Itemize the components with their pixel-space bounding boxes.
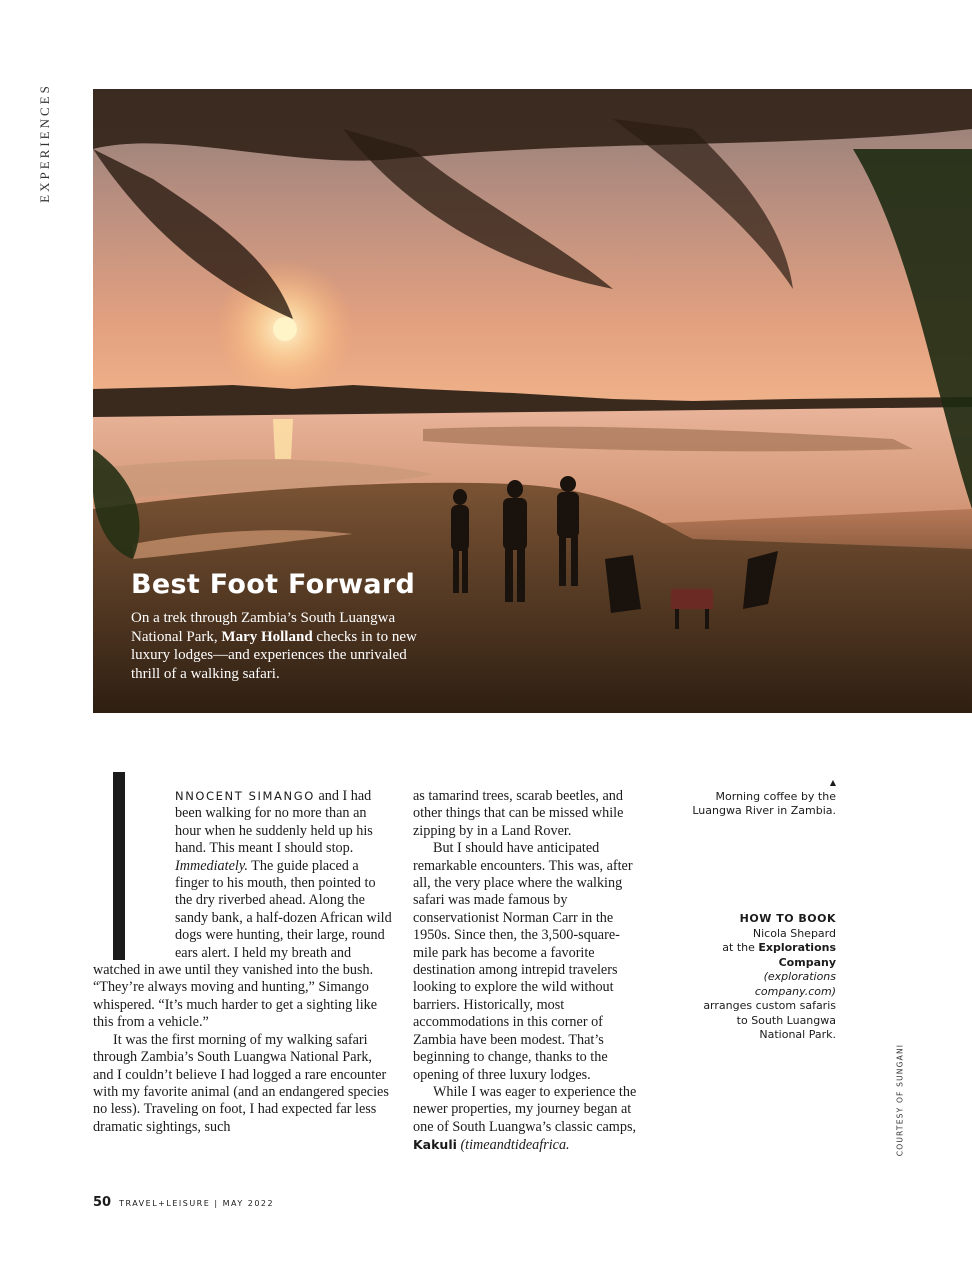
author-name: Mary Holland	[221, 628, 313, 645]
article-headline: Best Foot Forward	[131, 569, 416, 600]
lodge-url: (timeandtideafrica.	[456, 1137, 570, 1154]
hero-photo	[93, 89, 972, 713]
paragraph-3: as tamarind trees, scarab beetles, and other things that can be missed while zipping by in a Land Rover.	[413, 788, 624, 839]
paragraph-4: But I should have anticipated remarkable encounters. This was, after all, the very place where the walking safari was made famous by conservationist Norman Carr in the 1950s. Since then, the 3,500-square-mile park has become a favorite destination among intrepid travelers looking to explore the wild without barriers. Historically, most accommodations in this corner of Zambia have been modest. That’s beginning to change, thanks to the opening of three luxury lodges.	[413, 840, 633, 1083]
lodge-name: Kakuli	[413, 1137, 457, 1153]
body-column-2	[413, 788, 645, 1155]
article-deck	[131, 609, 431, 683]
company-name: Explorations Company	[758, 941, 836, 969]
agent-name: Nicola Shepard	[752, 926, 836, 940]
paragraph-5-text: While I was eager to experience the newer properties, my journey began at one of South Luangwa’s classic camps,	[413, 1083, 637, 1135]
how-to-book-text: arranges custom safaris to South Luangwa National Park.	[703, 999, 836, 1041]
drop-cap-letter	[113, 772, 125, 960]
page-footer	[93, 1191, 274, 1210]
emphasis-immediately: Immediately.	[175, 857, 248, 874]
paragraph-1-end: The guide placed a finger to his mouth, then pointed to the dry riverbed ahead. Along the sandy bank, a half-dozen African wild dogs were hunting, their large, round ears alert. I held my breath and watched in awe until they vanished into the bush. “They’re always moving and hunting,” Simango whispered. “It’s much harder to get a sighting like this from a vehicle.”	[93, 857, 392, 1031]
paragraph-2: It was the first morning of my walking safari through Zambia’s South Luangwa National Park, and I couldn’t believe I had logged a rare encounter with my favorite animal (and an endangered species no less). Traveling on foot, I had expected far less dramatic sightings, such	[93, 1031, 389, 1135]
photo-credit-text: COURTESY OF SUNGANI	[895, 1043, 905, 1157]
company-url: (explorations company.com)	[754, 970, 836, 998]
deck-text-start: On a trek through Zambia’s South Luangwa National Park,	[131, 610, 396, 645]
section-label-text: EXPERIENCES	[37, 83, 52, 203]
agent-company-line	[690, 941, 836, 970]
how-to-book-box	[690, 912, 836, 1043]
magazine-issue: TRAVEL+LEISURE | MAY 2022	[119, 1199, 275, 1208]
body-column-1	[93, 788, 393, 1136]
lead-in-caps: NNOCENT SIMANGO	[175, 789, 315, 803]
drop-cap	[93, 772, 175, 960]
caption-text: Morning coffee by the Luangwa River in Zambia.	[692, 790, 836, 817]
photo-credit	[892, 1043, 908, 1157]
caption-arrow-icon: ▲	[829, 778, 836, 787]
section-label	[36, 83, 54, 203]
at-text: at the	[722, 941, 759, 954]
paragraph-1-text: and I had been walking for no more than an hour when he suddenly held up his hand. This meant I should stop.	[175, 788, 373, 857]
photo-caption	[690, 778, 836, 817]
paragraph-5	[413, 1084, 645, 1155]
how-to-book-label: HOW TO BOOK	[739, 912, 836, 925]
deck-text-end: checks in to new luxury lodges—and experiences the unrivaled thrill of a walking safari.	[131, 628, 417, 682]
page-number: 50	[93, 1195, 112, 1210]
